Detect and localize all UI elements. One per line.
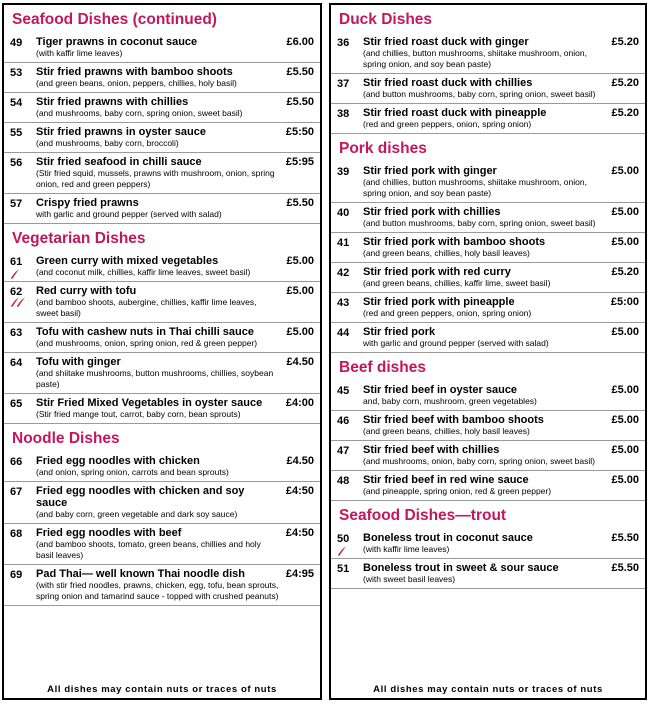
item-price: £5.00 [611,326,639,338]
item-title-row [363,236,639,248]
item-price: £5.50 [611,532,639,544]
item-body [36,156,314,190]
item-body [36,126,314,149]
item-title-row [36,455,314,467]
item-title-row [36,126,314,138]
item-title-row [36,197,314,209]
item-number: 57 [10,198,23,210]
menu-item [331,559,645,589]
section-title: Seafood Dishes (continued) [12,11,217,28]
item-number: 67 [10,486,23,498]
item-price: £5.20 [611,36,639,48]
item-body [363,326,639,349]
item-price: £5:50 [285,126,314,138]
item-number: 66 [10,456,23,468]
item-title: Stir fried beef in oyster sauce [363,384,518,396]
menu-item [4,282,320,323]
item-body [363,206,639,229]
item-body [363,107,639,130]
item-title-row [36,397,314,409]
menu-item [331,441,645,471]
item-body [363,414,639,437]
item-title-row [363,266,639,278]
item-number: 65 [10,398,23,410]
item-number: 37 [337,78,350,90]
item-number: 46 [337,415,350,427]
item-title-row [363,165,639,177]
item-title: Tofu with cashew nuts in Thai chilli sauce [36,326,254,338]
menu-item [4,565,320,606]
item-title-row [36,156,314,168]
menu-item [331,471,645,501]
item-price: £5:00 [610,296,639,308]
item-title: Stir fried pork with chillies [363,206,501,218]
chili-icon [337,545,349,557]
menu-item [331,162,645,203]
item-price: £5.50 [611,562,639,574]
item-title: Stir fried prawns with bamboo shoots [36,66,233,78]
item-number: 36 [337,37,350,49]
menu-column-left [2,3,322,700]
item-title-row [36,96,314,108]
item-body [363,36,639,70]
item-price: £5.00 [611,206,639,218]
menu-item [331,529,645,559]
item-description: (and green beans, onion, peppers, chillies, holy basil) [36,78,237,88]
item-body [363,266,639,289]
item-title-row [363,107,639,119]
item-price: £5.00 [611,236,639,248]
item-body [363,236,639,259]
item-description: (and pineapple, spring onion, red & green pepper) [363,486,552,496]
menu-item [4,63,320,93]
item-price: £5.00 [286,255,314,267]
item-body [36,568,314,602]
item-body [363,474,639,497]
item-body [36,285,314,319]
menu-item [4,524,320,565]
item-title: Crispy fried prawns [36,197,139,209]
item-price: £5.00 [611,414,639,426]
item-title: Tofu with ginger [36,356,121,368]
item-description: (with kaffir lime leaves) [36,48,123,58]
section-title: Vegetarian Dishes [12,230,146,247]
item-title: Green curry with mixed vegetables [36,255,219,267]
item-price: £5:95 [285,156,314,168]
item-description: (red and green peppers, onion, spring onion) [363,119,532,129]
item-title: Stir fried beef with bamboo shoots [363,414,544,426]
item-price: £5.00 [611,165,639,177]
item-price: £6.00 [286,36,314,48]
item-price: £4:00 [285,397,314,409]
item-price: £4.50 [286,455,314,467]
item-number: 43 [337,297,350,309]
menu-item [331,33,645,74]
item-title: Stir fried pork with ginger [363,165,497,177]
menu-item [331,293,645,323]
item-title-row [363,206,639,218]
item-price: £5.00 [286,326,314,338]
item-title: Boneless trout in coconut sauce [363,532,533,544]
item-number: 45 [337,385,350,397]
item-title: Stir fried roast duck with ginger [363,36,529,48]
item-description: and, baby corn, mushroom, green vegetables) [363,396,537,406]
item-number: 68 [10,528,23,540]
item-title: Stir fried pork with pineapple [363,296,515,308]
item-title: Stir fried pork with red curry [363,266,511,278]
item-price: £4:50 [285,485,314,497]
allergy-footer: All dishes may contain nuts or traces of nuts [373,684,603,695]
item-number: 62 [10,286,23,298]
item-number: 42 [337,267,350,279]
item-number: 41 [337,237,350,249]
item-price: £5.50 [286,197,314,209]
item-price: £5.00 [611,384,639,396]
item-title: Stir fried seafood in chilli sauce [36,156,202,168]
section-title: Pork dishes [339,140,427,157]
item-price: £4:50 [285,527,314,539]
item-title-row [36,36,314,48]
menu-item [331,381,645,411]
menu-item [4,194,320,224]
item-number: 69 [10,569,23,581]
item-title-row [363,296,639,308]
item-body [36,96,314,119]
item-title: Stir fried beef in red wine sauce [363,474,529,486]
item-title: Stir fried pork with bamboo shoots [363,236,546,248]
menu-item [4,353,320,394]
item-description: (and mushrooms, onion, spring onion, red & green pepper) [36,338,258,348]
item-title: Stir fried pork [363,326,436,338]
item-price: £5.00 [611,444,639,456]
item-body [363,296,639,319]
menu-column-right [329,3,647,700]
item-body [36,397,314,420]
item-description: (and green beans, chillies, kaffir lime, sweet basil) [363,278,551,288]
item-number: 55 [10,127,23,139]
item-body [36,527,314,561]
menu-item [4,153,320,194]
item-body [36,197,314,220]
menu-item [331,104,645,134]
item-number: 64 [10,357,23,369]
menu-item [331,411,645,441]
item-title-row [363,474,639,486]
item-number: 38 [337,108,350,120]
item-number: 63 [10,327,23,339]
section-title: Seafood Dishes—trout [339,507,507,524]
section-title: Duck Dishes [339,11,433,28]
item-title-row [363,414,639,426]
item-description: (and shiitake mushrooms, button mushrooms, chillies, soybean paste) [36,368,274,389]
item-description: (and chillies, button mushrooms, shiitake mushroom, onion, spring onion, and soy bean paste) [363,177,587,198]
menu-item [4,93,320,123]
item-number: 49 [10,37,23,49]
item-number: 39 [337,166,350,178]
item-title: Stir fried beef with chillies [363,444,500,456]
item-price: £4.50 [286,356,314,368]
menu-item [4,323,320,353]
item-body [36,66,314,89]
menu-item [331,203,645,233]
item-number: 47 [337,445,350,457]
item-description: (and baby corn, green vegetable and dark soy sauce) [36,509,238,519]
item-description: (and bamboo shoots, tomato, green beans, chillies and holy basil leaves) [36,539,261,560]
item-description: (with stir fried noodles, prawns, chicken, egg, tofu, bean sprouts, spring onion and tamarind sauce - topped with crushed peanuts) [36,580,279,601]
menu-item [331,323,645,353]
item-price: £5.20 [611,266,639,278]
item-description: (and button mushrooms, baby corn, spring onion, sweet basil) [363,218,596,228]
item-body [36,255,314,278]
item-title: Boneless trout in sweet & sour sauce [363,562,559,574]
item-price: £5.20 [611,77,639,89]
item-title: Fried egg noodles with chicken and soy sauce [36,485,245,509]
item-body [36,356,314,390]
item-description: (and chillies, button mushrooms, shiitake mushroom, onion, spring onion, and soy bean paste) [363,48,587,69]
item-title: Red curry with tofu [36,285,137,297]
item-number: 56 [10,157,23,169]
item-body [36,485,314,520]
menu-item [331,74,645,104]
menu-item [4,452,320,482]
item-body [363,532,639,555]
menu-item [331,233,645,263]
item-price: £5.50 [286,66,314,78]
item-description: (and mushrooms, baby corn, spring onion, sweet basil) [36,108,243,118]
item-title-row [36,326,314,338]
item-title-row [363,444,639,456]
item-description: with garlic and ground pepper (served with salad) [363,338,549,348]
item-title: Pad Thai— well known Thai noodle dish [36,568,246,580]
item-number: 54 [10,97,23,109]
menu-item [4,123,320,153]
item-description: (and bamboo shoots, aubergine, chillies, kaffir lime leaves, sweet basil) [36,297,257,318]
item-description: (and coconut milk, chillies, kaffir lime leaves, sweet basil) [36,267,251,277]
item-body [36,455,314,478]
item-description: (and green beans, chillies, holy basil leaves) [363,426,530,436]
item-description: (with kaffir lime leaves) [363,544,450,554]
item-description: (and mushrooms, baby corn, broccoli) [36,138,179,148]
item-description: (Stir fried squid, mussels, prawns with mushroom, onion, spring onion, red and green peppers) [36,168,275,189]
menu-item [4,482,320,524]
item-title-row [36,66,314,78]
item-number: 53 [10,67,23,79]
item-title: Fried egg noodles with chicken [36,455,200,467]
item-description: (red and green peppers, onion, spring onion) [363,308,532,318]
item-body [363,384,639,407]
item-number: 40 [337,207,350,219]
item-price: £5.20 [611,107,639,119]
item-title-row [36,285,314,297]
item-title: Stir fried prawns in oyster sauce [36,126,206,138]
allergy-footer: All dishes may contain nuts or traces of nuts [47,684,277,695]
item-description: (and onion, spring onion, carrots and bean sprouts) [36,467,229,477]
menu-item [4,33,320,63]
item-description: (with sweet basil leaves) [363,574,456,584]
item-number: 48 [337,475,350,487]
item-title-row [36,255,314,267]
item-description: (and green beans, chillies, holy basil leaves) [363,248,530,258]
item-title: Stir fried roast duck with chillies [363,77,533,89]
chili-icon [10,268,22,280]
item-title: Tiger prawns in coconut sauce [36,36,198,48]
menu-item [4,252,320,282]
item-title: Stir Fried Mixed Vegetables in oyster sauce [36,397,263,409]
item-body [363,77,639,100]
item-title: Stir fried prawns with chillies [36,96,189,108]
item-body [363,444,639,467]
item-number: 50 [337,533,350,545]
item-title-row [363,562,639,574]
item-number: 61 [10,256,23,268]
section-title: Noodle Dishes [12,430,120,447]
item-title-row [36,356,314,368]
item-price: £5.00 [611,474,639,486]
item-title-row [36,527,314,539]
item-body [36,326,314,349]
item-number: 51 [337,563,350,575]
item-title-row [363,384,639,396]
item-body [363,165,639,199]
item-title-row [363,532,639,544]
item-body [36,36,314,59]
item-title-row [363,326,639,338]
section-title: Beef dishes [339,359,427,376]
item-price: £5.00 [286,285,314,297]
item-description: (Stir fried mange tout, carrot, baby corn, bean sprouts) [36,409,241,419]
item-title: Stir fried roast duck with pineapple [363,107,547,119]
item-title-row [36,568,314,580]
item-title-row [363,36,639,48]
item-title: Fried egg noodles with beef [36,527,182,539]
item-title-row [363,77,639,89]
item-title-row [36,485,314,509]
item-price: £4:95 [285,568,314,580]
item-body [363,562,639,585]
menu-item [331,263,645,293]
item-description: with garlic and ground pepper (served with salad) [36,209,222,219]
item-description: (and mushrooms, onion, baby corn, spring onion, sweet basil) [363,456,595,466]
item-description: (and button mushrooms, baby corn, spring onion, sweet basil) [363,89,596,99]
item-number: 44 [337,327,350,339]
item-price: £5.50 [286,96,314,108]
menu-item [4,394,320,424]
chili-icon [16,296,28,308]
